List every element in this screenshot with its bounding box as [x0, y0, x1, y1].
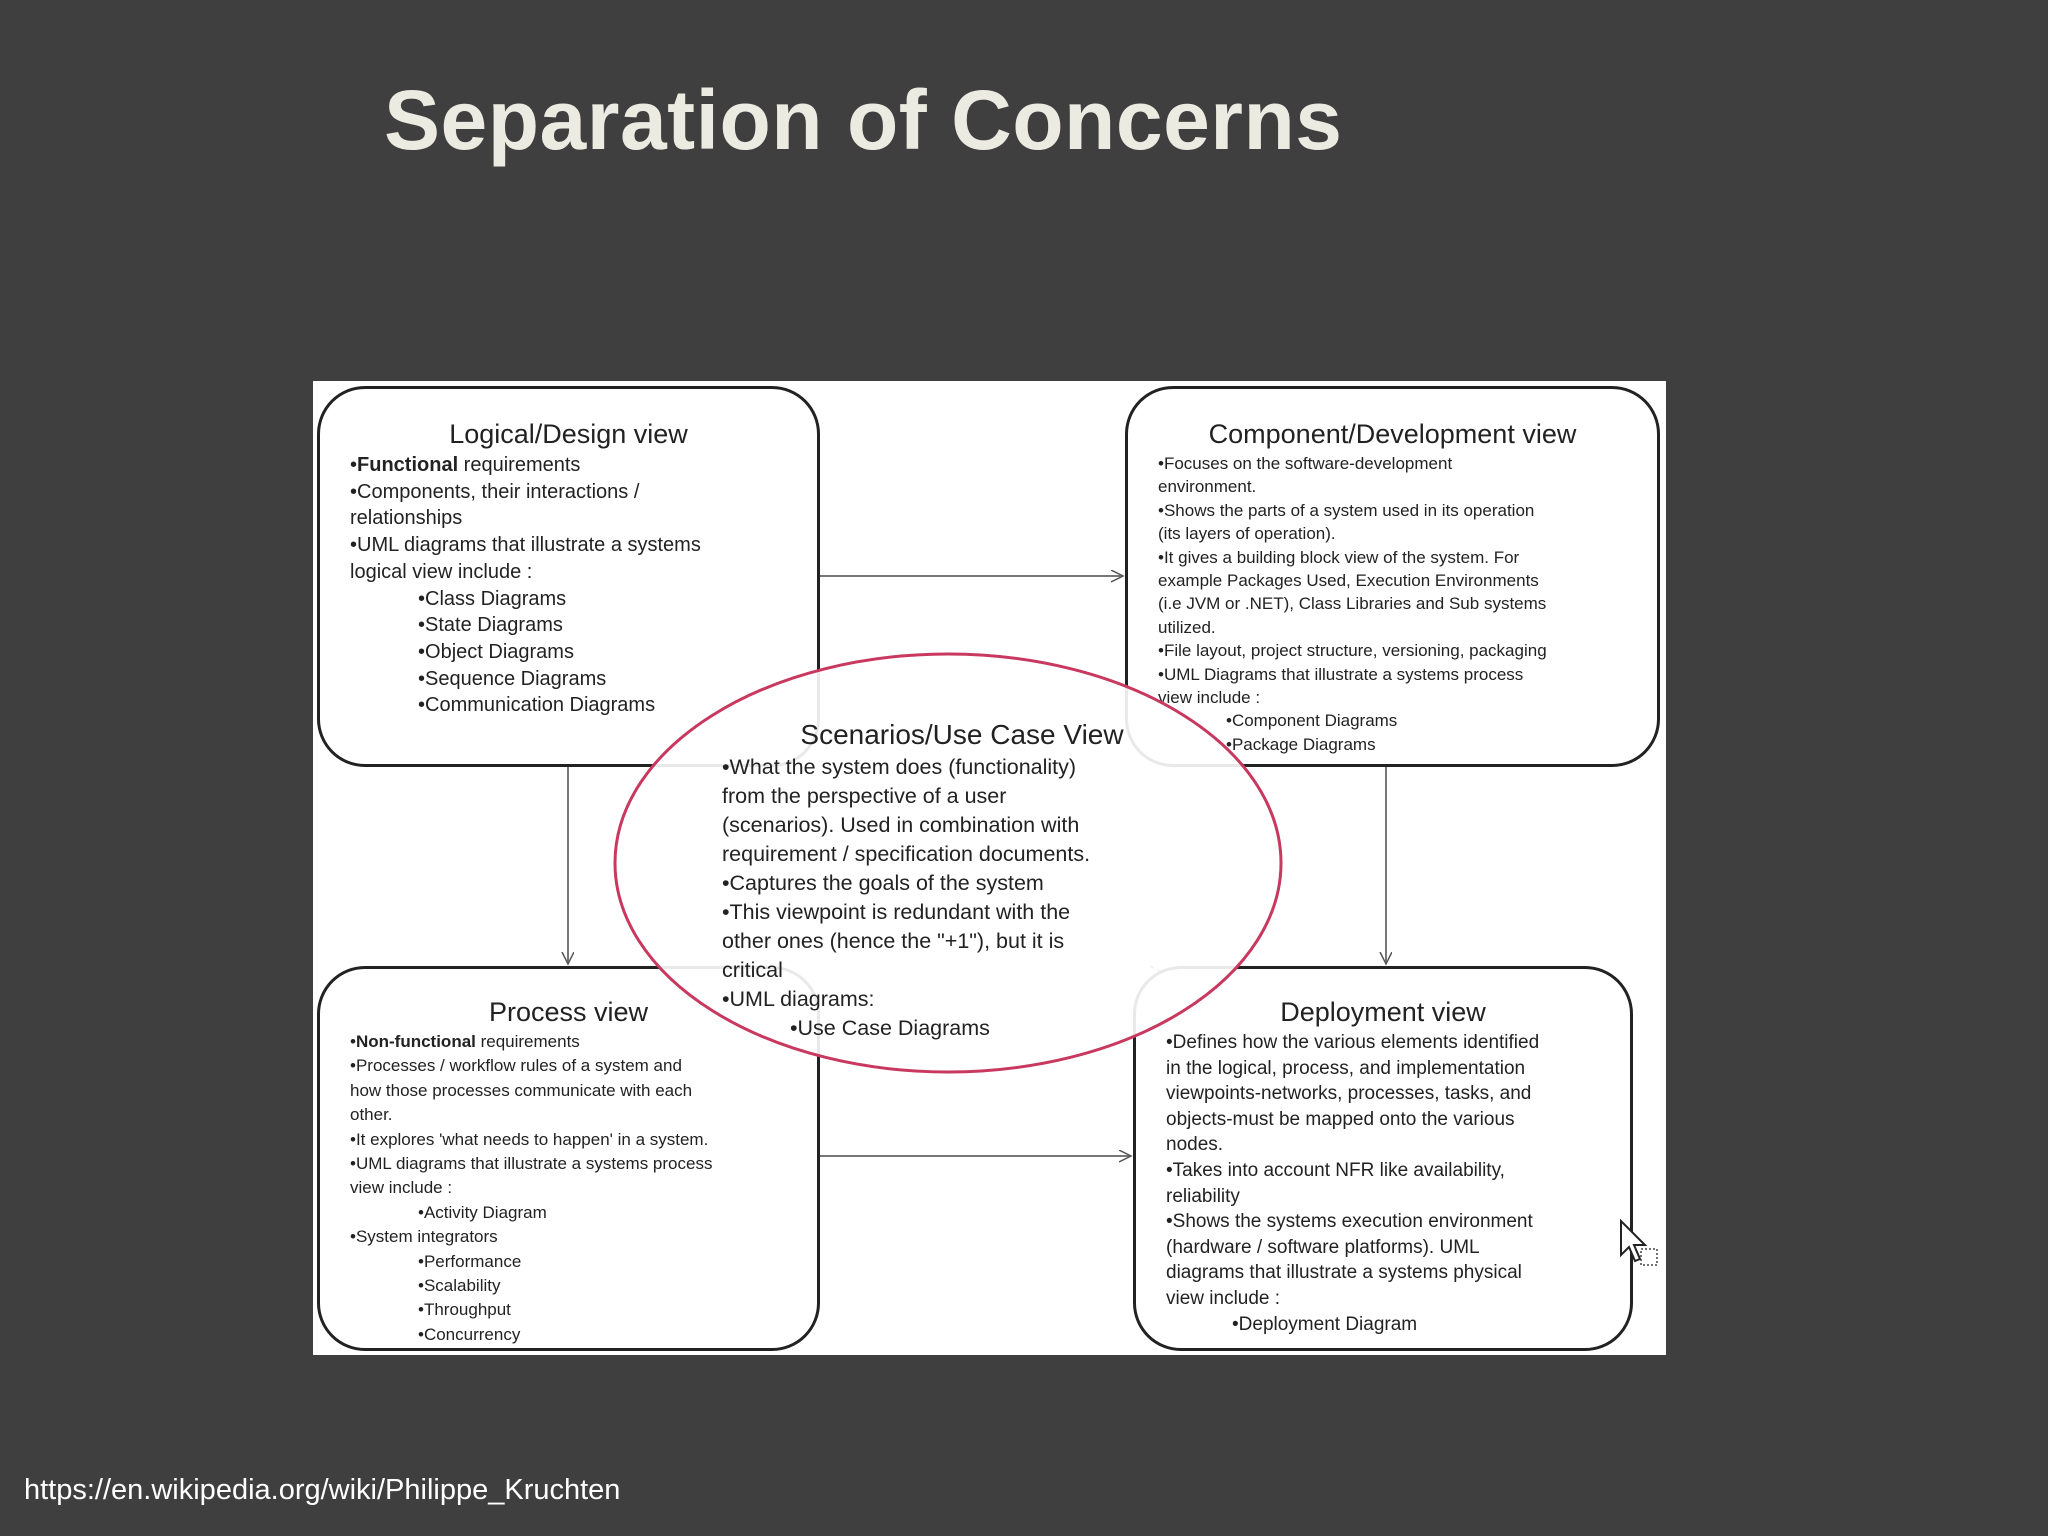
list-item: • Class Diagrams [350, 586, 817, 613]
list-item: • Concurrency [350, 1323, 817, 1347]
list-item: • It gives a building block view of the system. For [1158, 546, 1657, 569]
list-item: • Shows the systems execution environment [1166, 1209, 1630, 1235]
list-item: • Object Diagrams [350, 639, 817, 666]
list-item: • Scalability [350, 1274, 817, 1298]
list-item: • Performance [350, 1250, 817, 1274]
list-item: • Takes into account NFR like availability, [1166, 1158, 1630, 1184]
list-item: objects-must be mapped onto the various [1166, 1108, 1515, 1130]
list-item: reliability [1166, 1185, 1240, 1207]
list-item: • UML Diagrams that illustrate a systems process [1158, 663, 1657, 686]
list-item: (hardware / software platforms). UML [1166, 1236, 1480, 1258]
list-item: view include : [1166, 1287, 1281, 1309]
list-item: • Functional requirements [350, 452, 817, 479]
list-item: environment. [1158, 477, 1257, 497]
deployment-view-list [1166, 1030, 1630, 1337]
list-item: in the logical, process, and implementation [1166, 1057, 1526, 1079]
list-item: • It explores 'what needs to happen' in a system. [350, 1128, 817, 1152]
list-item: view include : [350, 1178, 453, 1198]
list-item: relationships [350, 507, 463, 530]
list-item: diagrams that illustrate a systems physical [1166, 1262, 1522, 1284]
scenarios-view-title: Scenarios/Use Case View [800, 719, 1124, 750]
list-item: • Shows the parts of a system used in its operation [1158, 499, 1657, 522]
list-item: nodes. [1166, 1134, 1224, 1156]
list-item: • Non-functional requirements [350, 1030, 817, 1054]
list-item: • File layout, project structure, versioning, packaging [1158, 639, 1657, 662]
list-item: view include : [1158, 688, 1261, 708]
list-item: • Communication Diagrams [350, 692, 817, 719]
list-item: • Focuses on the software-development [1158, 452, 1657, 475]
list-item: (its layers of operation). [1158, 524, 1336, 544]
list-item: • Captures the goals of the system [722, 869, 1162, 898]
source-url: https://en.wikipedia.org/wiki/Philippe_Kruchten [24, 1474, 621, 1506]
list-item: • State Diagrams [350, 612, 817, 639]
list-item: other ones (hence the "+1"), but it is [722, 929, 1065, 953]
list-item: • Sequence Diagrams [350, 666, 817, 693]
deployment-view-title: Deployment view [1280, 997, 1486, 1027]
list-item: • Defines how the various elements identified [1166, 1030, 1630, 1056]
list-item: • This viewpoint is redundant with the [722, 898, 1162, 927]
list-item: • Component Diagrams [1158, 709, 1657, 732]
scenarios-view-list [722, 753, 1162, 1043]
logical-view-title: Logical/Design view [449, 419, 688, 449]
component-view-title: Component/Development view [1208, 419, 1577, 449]
list-item: (i.e JVM or .NET), Class Libraries and Sub systems [1158, 594, 1547, 614]
architecture-diagram [313, 381, 1666, 1355]
list-item: • Use Case Diagrams [722, 1014, 1162, 1043]
list-item: critical [722, 958, 783, 982]
list-item: example Packages Used, Execution Environments [1158, 571, 1539, 591]
list-item: • UML diagrams: [722, 985, 1162, 1014]
list-item: • What the system does (functionality) [722, 753, 1162, 782]
process-view-title: Process view [488, 997, 649, 1027]
process-view-list [350, 1030, 817, 1347]
list-item: • Processes / workflow rules of a system and [350, 1054, 817, 1078]
list-item: (scenarios). Used in combination with [722, 813, 1080, 837]
list-item: how those processes communicate with each [350, 1080, 693, 1100]
list-item: • Package Diagrams [1158, 733, 1657, 756]
list-item: requirement / specification documents. [722, 842, 1091, 866]
list-item: logical view include : [350, 560, 533, 583]
mouse-cursor-icon [1619, 1219, 1661, 1271]
list-item: from the perspective of a user [722, 784, 1007, 808]
list-item: • System integrators [350, 1225, 817, 1249]
list-item: • Activity Diagram [350, 1201, 817, 1225]
list-item: • Deployment Diagram [1166, 1312, 1630, 1338]
list-item: • Throughput [350, 1298, 817, 1322]
list-item: • Components, their interactions / [350, 479, 817, 506]
list-item: viewpoints-networks, processes, tasks, and [1166, 1083, 1532, 1105]
slide-title: Separation of Concerns [384, 73, 1343, 167]
scenarios-use-case-view [722, 719, 1162, 1043]
list-item: • UML diagrams that illustrate a systems process [350, 1152, 817, 1176]
list-item: other. [350, 1105, 393, 1125]
list-item: utilized. [1158, 617, 1216, 637]
list-item: • UML diagrams that illustrate a systems [350, 532, 817, 559]
